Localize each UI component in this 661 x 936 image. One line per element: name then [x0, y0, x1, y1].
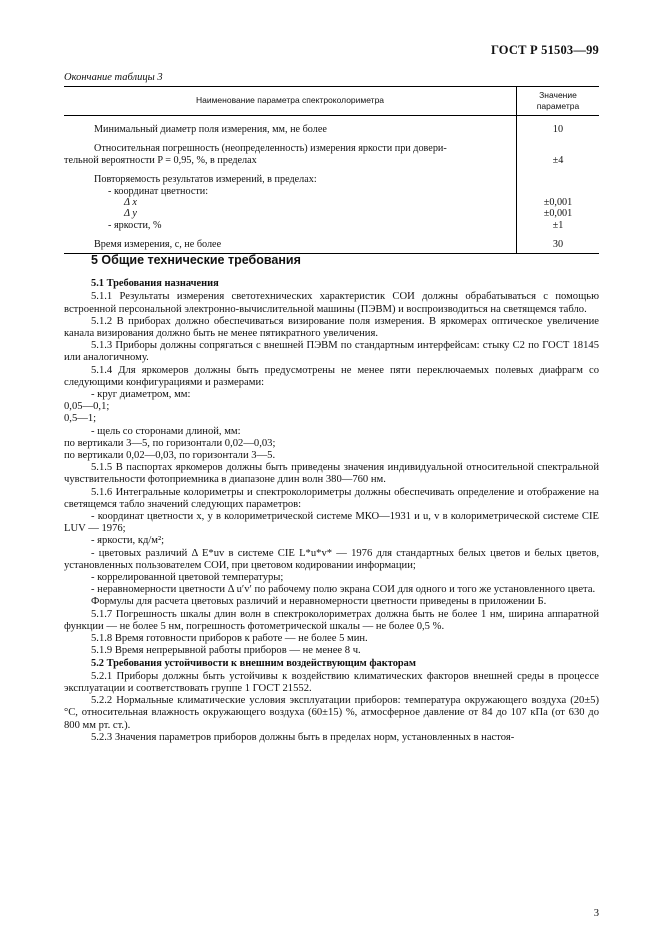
section-5-2-title: 5.2 Требования устойчивости к внешним воздействующим факторам [91, 657, 416, 669]
param-name: Минимальный диаметр поля измерения, мм, не более [64, 122, 517, 135]
paragraph: 5.1.2 В приборах должно обеспечиваться визирование поля измерения. В яркомерах оптическое увеличение канала визирования должно быть не менее пятикратного увеличения. [64, 315, 599, 340]
paragraph: 5.1.8 Время готовности приборов к работе — не более 5 мин. [91, 633, 368, 645]
list-item: - коррелированной цветовой температуры; [91, 572, 284, 584]
page-number: 3 [593, 908, 599, 919]
table-header-row [64, 87, 599, 116]
paragraph: 5.1.1 Результаты измерения светотехнических характеристик СОИ должны обрабатываться с помощью встроенной персональной электронно-вычислительной машины (ПЭВМ) и воспроизводиться на светящемся табло. [64, 291, 599, 315]
list-item: - координат цветности x, y в колориметрической системе МКО—1931 и u, v в колориметрической системе CIE LUV — 1976; [64, 511, 599, 535]
list-item: по вертикали 0,02—0,03, по горизонтали 3—5. [64, 450, 276, 462]
param-name [64, 141, 517, 166]
list-item: - неравномерности цветности Δ u′v′ по рабочему полю экрана СОИ для одного и того же установленного цвета. [91, 584, 596, 596]
param-sub-item: Δ x [124, 197, 137, 209]
param-values [517, 172, 600, 231]
param-value: ±0,001 [543, 197, 573, 209]
paragraph: 5.1.4 Для яркомеров должны быть предусмотрены не менее пяти переключаемых полевых диафрагм со следующими конфигурациями и размерами: [64, 364, 599, 388]
param-sub-item: - координат цветности: [108, 185, 209, 197]
param-name-line: Относительная погрешность (неопределенность) измерения яркости при довери- [94, 143, 447, 155]
param-value: ±1 [552, 219, 564, 231]
param-value: 30 [517, 237, 600, 253]
list-item: - круг диаметром, мм: [91, 389, 191, 401]
body-text [64, 254, 599, 744]
paragraph: 5.1.7 Погрешность шкалы длин волн в спектроколориметрах должна быть не более 1 нм, ширина аппаратной функции — не более 5 нм, погрешность фотометрической шкалы — не более 0,5 %. [64, 608, 599, 632]
col1-header: Наименование параметра спектроколориметра [64, 87, 517, 116]
section-5-title: 5 Общие технические требования [91, 253, 301, 267]
paragraph: 5.1.9 Время непрерывной работы приборов — не менее 8 ч. [91, 645, 361, 657]
param-name-line: тельной вероятности P = 0,95, %, в пределах [64, 154, 257, 166]
paragraph: Формулы для расчета цветовых различий и неравномерности цветности приведены в приложении Б. [91, 596, 547, 608]
list-item: 0,05—0,1; [64, 401, 110, 413]
list-item: по вертикали 3—5, по горизонтали 0,02—0,03; [64, 437, 276, 449]
param-value: ±0,001 [543, 208, 573, 220]
param-value: ±4 [552, 154, 564, 166]
paragraph: 5.2.1 Приборы должны быть устойчивы к воздействию климатических факторов внешней среды в процессе эксплуатации и соответствовать группе 1 ГОСТ 21552. [64, 670, 599, 694]
param-name [64, 172, 517, 231]
list-item: - цветовых различий Δ E*uv в системе CIE L*u*v* — 1976 для стандартных белых цветов и белых цветов, установленных пользователем СОИ, при цветовом кодировании информации; [64, 547, 599, 571]
paragraph: 5.1.3 Приборы должны сопрягаться с внешней ПЭВМ по стандартным интерфейсам: стыку С2 по ГОСТ 18145 или аналогичному. [64, 340, 599, 364]
standard-header: ГОСТ Р 51503—99 [490, 43, 599, 57]
param-sub-item: Δ y [124, 208, 137, 220]
section-5-1-title: 5.1 Требования назначения [91, 278, 219, 290]
param-sub-item: - яркости, % [108, 219, 162, 231]
table-row [64, 122, 599, 135]
param-value: 10 [552, 124, 564, 135]
list-item: - яркости, кд/м²; [91, 535, 165, 547]
table-row [64, 172, 599, 231]
paragraph: 5.2.2 Нормальные климатические условия эксплуатации приборов: температура окружающего воздуха (20±5) °С, относительная влажность окружающего воздуха (60±15) %, атмосферное давление от 84 до 107 кПа (от 630 до 800 мм рт. ст.). [64, 695, 599, 731]
paragraph: 5.1.6 Интегральные колориметры и спектроколориметры должны обеспечивать определение и отображение на светящемся табло значений следующих параметров: [64, 486, 599, 510]
param-name: Время измерения, с, не более [64, 237, 517, 253]
param-name-line: Повторяемость результатов измерений, в пределах: [94, 174, 317, 186]
table-row [64, 141, 599, 166]
parameter-table [64, 86, 599, 254]
table-caption: Окончание таблицы 3 [64, 72, 163, 83]
list-item: - щель со сторонами длиной, мм: [91, 425, 241, 437]
table-row [64, 237, 599, 253]
col2-header: Значение параметра [517, 87, 600, 116]
paragraph: 5.1.5 В паспортах яркомеров должны быть приведены значения индивидуальной относительной спектральной чувствительности фотоприемника в диапазоне длин волн 380—760 нм. [64, 462, 599, 486]
list-item: 0,5—1; [64, 413, 97, 425]
paragraph: 5.2.3 Значения параметров приборов должны быть в пределах норм, установленных в настоя- [91, 731, 515, 743]
